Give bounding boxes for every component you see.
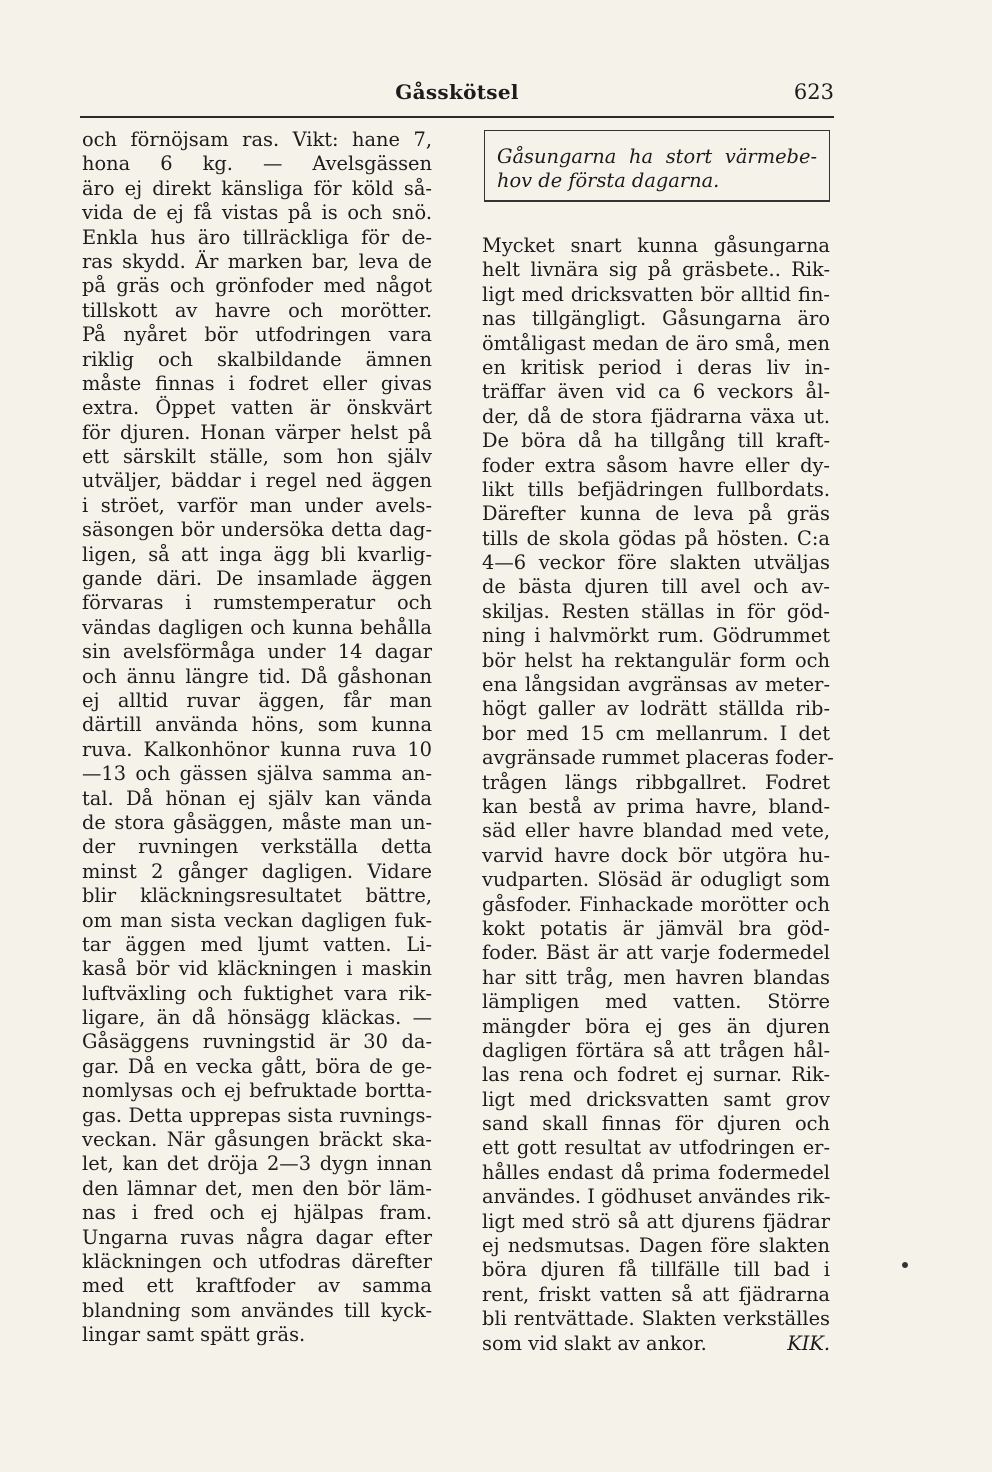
text-line: kan bestå av prima havre, bland- [482, 794, 830, 818]
text-line: 4—6 veckor före slakten utväljas [482, 551, 830, 575]
text-line: de stora gåsäggen, måste man un- [82, 810, 432, 834]
text-line: för djuren. Honan värper helst på [82, 420, 432, 444]
text-line: träffar även vid ca 6 veckors ål- [482, 380, 830, 404]
text-line: kaså bör vid kläckningen i maskin [82, 957, 432, 981]
text-line: ras skydd. Är marken bar, leva de [82, 249, 432, 273]
text-line: mängder böra ej ges än djuren [482, 1014, 830, 1038]
final-line-text: som vid slakt av ankor. [482, 1331, 707, 1355]
text-line: minst 2 gånger dagligen. Vidare [82, 859, 432, 883]
text-line: bli rentvättade. Slakten verkställes [482, 1307, 830, 1331]
text-line: ligt med strö så att djurens fjädrar [482, 1209, 830, 1233]
author-signature: KIK. [787, 1331, 830, 1355]
text-line: trågen längs ribbgallret. Fodret [482, 770, 830, 794]
text-line: hålles endast då prima fodermedel [482, 1160, 830, 1184]
text-line: ligare, än då hönsägg kläckas. — [82, 1006, 432, 1030]
text-line: ena långsidan avgränsas av meter- [482, 673, 830, 697]
text-line: Enkla hus äro tillräckliga för de- [82, 225, 432, 249]
text-line: säsongen bör undersöka detta dag- [82, 518, 432, 542]
text-line: avgränsade rummet placeras foder- [482, 746, 834, 770]
text-line: ömtåligast medan de äro små, men [482, 331, 830, 355]
text-line: ligen, så att inga ägg bli kvarlig- [82, 542, 432, 566]
text-line: förvaras i rumstemperatur och [82, 591, 432, 615]
text-line: de bästa djuren till avel och av- [482, 575, 830, 599]
text-line: vudparten. Slösäd är odugligt som [482, 868, 830, 892]
text-line: lingar samt spätt gräs. [82, 1323, 306, 1347]
text-line: ej alltid ruvar äggen, får man [82, 688, 432, 712]
left-column [82, 128, 432, 1348]
sidenote-box [484, 130, 830, 202]
text-line: tills de skola gödas på hösten. C:a [482, 526, 830, 550]
text-line: gande däri. De insamlade äggen [82, 567, 432, 591]
text-line: der ruvningen verkställa detta [82, 835, 432, 859]
text-line: sin avelsförmåga under 14 dagar [82, 640, 432, 664]
text-line: kläckningen och utfodras därefter [82, 1249, 432, 1273]
text-line: och förnöjsam ras. Vikt: hane 7, [82, 128, 432, 151]
text-line: en kritisk period i deras liv in- [482, 355, 830, 379]
text-line: ligt med dricksvatten samt grov [482, 1087, 830, 1111]
text-line: bör helst ha rektangulär form och [482, 648, 830, 672]
text-line: skiljas. Resten ställas in för göd- [482, 599, 830, 623]
text-line: rent, friskt vatten så att fjädrarna [482, 1282, 830, 1306]
text-line: ruva. Kalkonhönor kunna ruva 10 [82, 737, 432, 761]
text-line: tal. Då hönan ej själv kan vända [82, 786, 432, 810]
text-line: säd eller havre blandad med vete, [482, 819, 830, 843]
text-line: På nyåret bör utfodringen vara [82, 323, 432, 347]
text-line: vändas dagligen och kunna behålla [82, 615, 432, 639]
text-line: —13 och gässen själva samma an- [82, 762, 432, 786]
text-line: Gåsäggens ruvningstid är 30 da- [82, 1030, 432, 1054]
sidenote-line: Gåsungarna ha stort värmebe- [497, 145, 817, 168]
text-line: nas tillgängligt. Gåsungarna äro [482, 307, 830, 331]
text-line: sand skall finnas för djuren och [482, 1112, 830, 1136]
text-line: Därefter kunna de leva på gräs [482, 502, 830, 526]
text-line: lämpligen med vatten. Större [482, 990, 830, 1014]
text-line: användes. I gödhuset användes rik- [482, 1185, 831, 1209]
text-line: der, då de stora fjädrarna växa ut. [482, 404, 830, 428]
text-line: ligt med dricksvatten bör alltid fin- [482, 282, 830, 306]
final-line [482, 1332, 830, 1356]
text-line: tar äggen med ljumt vatten. Li- [82, 932, 432, 956]
text-line: tillskott av havre och morötter. [82, 298, 432, 322]
text-line: ett särskilt ställe, som hon själv [82, 445, 432, 469]
text-line: blandning som användes till kyck- [82, 1298, 432, 1322]
text-line: veckan. När gåsungen bräckt ska- [82, 1128, 432, 1152]
text-line: foder. Bäst är att varje fodermedel [482, 941, 830, 965]
text-line: gar. Då en vecka gått, böra de ge- [82, 1054, 432, 1078]
text-line: las rena och fodret ej surnar. Rik- [482, 1063, 830, 1087]
text-line: Ungarna ruvas några dagar efter [82, 1225, 432, 1249]
text-line: Mycket snart kunna gåsungarna [482, 234, 830, 257]
text-line: blir kläckningsresultatet bättre, [82, 884, 432, 908]
text-line: därtill använda höns, som kunna [82, 713, 432, 737]
text-line: varvid havre dock bör utgöra hu- [482, 843, 830, 867]
text-line: helt livnära sig på gräsbete.. Rik- [482, 258, 830, 282]
text-line: och ännu längre tid. Då gåshonan [82, 664, 432, 688]
text-line: högt galler av lodrätt ställda rib- [482, 697, 830, 721]
text-line: äro ej direkt känsliga för köld så- [82, 176, 432, 200]
text-line: ej nedsmutsas. Dagen före slakten [482, 1234, 830, 1258]
page-number: 623 [793, 80, 834, 104]
running-title: Gåsskötsel [395, 80, 519, 104]
text-line: ett gott resultat av utfodringen er- [482, 1136, 830, 1160]
text-line: dagligen förtära så att trågen hål- [482, 1038, 830, 1062]
sidenote-line: hov de första dagarna. [497, 169, 720, 193]
text-line: om man sista veckan dagligen fuk- [82, 908, 432, 932]
text-line: vida de ej få vistas på is och snö. [82, 201, 432, 225]
text-line: gåsfoder. Finhackade morötter och [482, 892, 830, 916]
text-line: bor med 15 cm mellanrum. I det [482, 721, 830, 745]
text-line: De böra då ha tillgång till kraft- [482, 429, 830, 453]
text-line: luftväxling och fuktighet vara rik- [82, 981, 432, 1005]
text-line: nomlysas och ej befruktade bortta- [82, 1079, 432, 1103]
text-line: let, kan det dröja 2—3 dygn innan [82, 1152, 432, 1176]
text-line: utväljer, bäddar i regel ned äggen [82, 469, 432, 493]
running-header [80, 76, 834, 118]
right-column [482, 234, 834, 1356]
text-line: riklig och skalbildande ämnen [82, 347, 432, 371]
text-line: nas i fred och ej hjälpas fram. [82, 1201, 432, 1225]
text-line: har sitt tråg, men havren blandas [482, 965, 830, 989]
text-line: hona 6 kg. — Avelsgässen [82, 152, 432, 176]
margin-dot [902, 1262, 908, 1268]
text-line: den lämnar det, men den bör läm- [82, 1176, 432, 1200]
text-line: med ett kraftfoder av samma [82, 1274, 432, 1298]
text-line: på gräs och grönfoder med något [82, 274, 432, 298]
text-line: likt tills befjädringen fullbordats. [482, 477, 830, 501]
text-line: foder extra såsom havre eller dy- [482, 453, 830, 477]
text-line: böra djuren få tillfälle till bad i [482, 1258, 830, 1282]
text-line: måste finnas i fodret eller givas [82, 371, 432, 395]
text-line: i ströet, varför man under avels- [82, 493, 432, 517]
text-line: extra. Öppet vatten är önskvärt [82, 396, 432, 420]
text-line: ning i halvmörkt rum. Gödrummet [482, 624, 830, 648]
text-line: gas. Detta upprepas sista ruvnings- [82, 1103, 432, 1127]
text-line: kokt potatis är jämväl bra göd- [482, 916, 830, 940]
